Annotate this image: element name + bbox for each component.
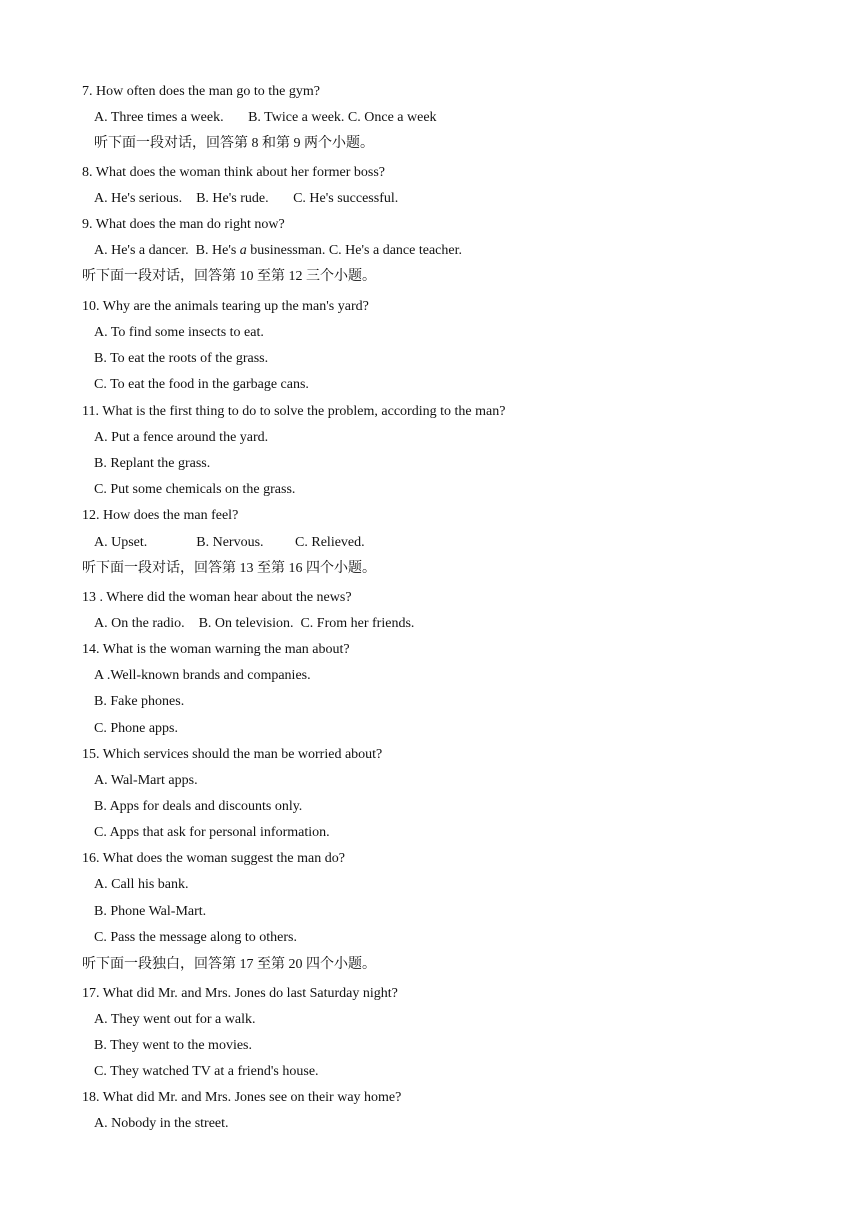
- question-7: 7. How often does the man go to the gym?: [82, 84, 320, 99]
- question-14: 14. What is the woman warning the man about?: [82, 642, 350, 657]
- question-18: 18. What did Mr. and Mrs. Jones see on their way home?: [82, 1090, 402, 1105]
- question-16: 16. What does the woman suggest the man do?: [82, 851, 345, 866]
- question-16-option-a: A. Call his bank.: [94, 877, 189, 892]
- question-13-options: A. On the radio. B. On television. C. From her friends.: [94, 616, 415, 631]
- question-14-option-b: B. Fake phones.: [94, 694, 185, 709]
- question-15-option-a: A. Wal-Mart apps.: [94, 773, 198, 788]
- question-15-option-b: B. Apps for deals and discounts only.: [94, 799, 303, 814]
- question-15: 15. Which services should the man be worried about?: [82, 747, 383, 762]
- section-instruction-10-12: 听下面一段对话，回答第 10 至第 12 三个小题。: [82, 269, 376, 284]
- question-17: 17. What did Mr. and Mrs. Jones do last Saturday night?: [82, 986, 398, 1001]
- question-16-option-b: B. Phone Wal-Mart.: [94, 904, 207, 919]
- question-9-options-italic: a: [239, 243, 247, 258]
- question-14-option-c: C. Phone apps.: [94, 721, 178, 736]
- question-15-option-c: C. Apps that ask for personal information.: [94, 825, 330, 840]
- question-10: 10. Why are the animals tearing up the man's yard?: [82, 299, 369, 314]
- question-11-option-a: A. Put a fence around the yard.: [94, 430, 269, 445]
- question-7-options: A. Three times a week. B. Twice a week. C. Once a week: [94, 110, 437, 125]
- question-12: 12. How does the man feel?: [82, 508, 239, 523]
- question-11-option-b: B. Replant the grass.: [94, 456, 211, 471]
- section-instruction-17-20: 听下面一段独白，回答第 17 至第 20 四个小题。: [82, 957, 376, 972]
- question-9-options-post: businessman. C. He's a dance teacher.: [246, 243, 462, 258]
- question-10-option-a: A. To find some insects to eat.: [94, 325, 264, 340]
- question-10-option-c: C. To eat the food in the garbage cans.: [94, 377, 309, 392]
- question-9-options: [94, 242, 462, 260]
- question-18-option-a: A. Nobody in the street.: [94, 1116, 229, 1131]
- question-9: 9. What does the man do right now?: [82, 217, 285, 232]
- question-11: 11. What is the first thing to do to solve the problem, according to the man?: [82, 404, 506, 419]
- question-13: 13 . Where did the woman hear about the news?: [82, 590, 352, 605]
- question-12-options: A. Upset. B. Nervous. C. Relieved.: [94, 535, 365, 550]
- question-8-options: A. He's serious. B. He's rude. C. He's successful.: [94, 191, 399, 206]
- question-9-options-pre: A. He's a dancer. B. He's: [94, 243, 240, 258]
- question-11-option-c: C. Put some chemicals on the grass.: [94, 482, 296, 497]
- question-17-option-a: A. They went out for a walk.: [94, 1012, 256, 1027]
- question-17-option-b: B. They went to the movies.: [94, 1038, 252, 1053]
- question-17-option-c: C. They watched TV at a friend's house.: [94, 1064, 319, 1079]
- section-instruction-8-9: 听下面一段对话，回答第 8 和第 9 两个小题。: [94, 136, 374, 151]
- question-10-option-b: B. To eat the roots of the grass.: [94, 351, 269, 366]
- question-16-option-c: C. Pass the message along to others.: [94, 930, 297, 945]
- question-8: 8. What does the woman think about her former boss?: [82, 165, 386, 180]
- question-14-option-a: A .Well-known brands and companies.: [94, 668, 311, 683]
- section-instruction-13-16: 听下面一段对话，回答第 13 至第 16 四个小题。: [82, 561, 376, 576]
